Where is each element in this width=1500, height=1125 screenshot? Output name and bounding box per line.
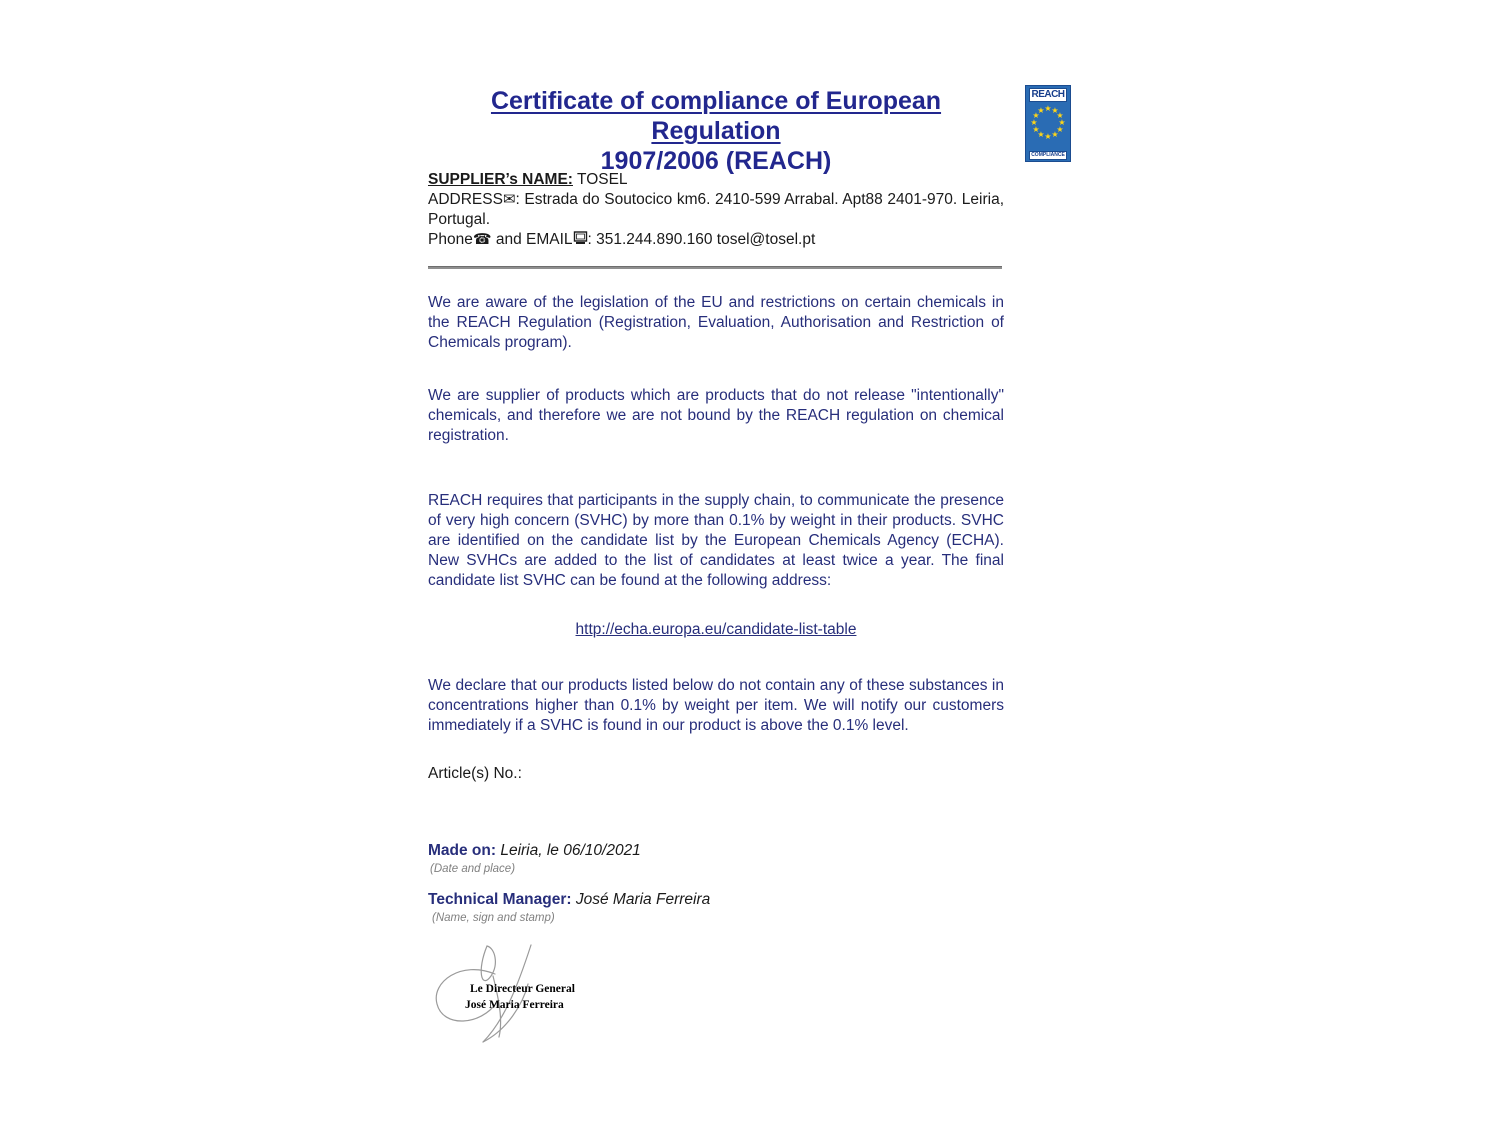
technical-manager-value: José Maria Ferreira xyxy=(571,891,711,908)
section-divider xyxy=(428,266,1002,269)
svg-text:★: ★ xyxy=(1032,111,1040,120)
certificate-title xyxy=(428,86,1004,176)
title-line-2: 1907/2006 (REACH) xyxy=(600,147,832,175)
signature-icon xyxy=(423,942,603,1067)
svg-text:★: ★ xyxy=(1044,104,1052,113)
technical-manager-label: Technical Manager: xyxy=(428,891,572,908)
technical-manager-line xyxy=(428,890,1004,910)
made-on-value: Leiria, le 06/10/2021 xyxy=(496,842,641,859)
supplier-name-label: SUPPLIER’s NAME: xyxy=(428,171,573,188)
eu-stars-icon xyxy=(1025,103,1071,149)
paragraph-declaration: We declare that our products listed below do not contain any of these substances in concentrations higher than 0.1% by weight per item. We will notify our customers immediately if a SVHC is found in our product is above the 0.1% level. xyxy=(428,677,1004,734)
phone-icon: ☎ xyxy=(472,231,492,248)
supplier-name-value: TOSEL xyxy=(572,171,628,188)
name-sign-stamp-note: (Name, sign and stamp) xyxy=(432,912,555,924)
svg-text:★: ★ xyxy=(1037,130,1045,139)
paragraph-supplier-statement: We are supplier of products which are products that do not release "intentionally" chemicals, and therefore we are not bound by the REACH regulation on chemical registration. xyxy=(428,387,1004,444)
made-on-label: Made on: xyxy=(428,842,497,859)
email-label: and EMAIL xyxy=(491,231,573,248)
stamp-name-text: José Maria Ferreira xyxy=(465,999,564,1011)
candidate-list-link-line xyxy=(428,620,1004,640)
supplier-address-line xyxy=(428,190,1004,230)
paragraph-awareness: We are aware of the legislation of the EU and restrictions on certain chemicals in the REACH Regulation (Registration, Evaluation, Authorisation and Restriction of Chemicals program). xyxy=(428,294,1004,351)
title-line-1: Certificate of compliance of European Regulation xyxy=(490,87,942,145)
stamp-title-text: Le Directeur General xyxy=(470,983,575,995)
svg-text:★: ★ xyxy=(1044,132,1052,141)
made-on-line xyxy=(428,841,1004,861)
address-value: : Estrada do Soutocico km6. 2410-599 Arrabal. Apt88 2401-970. Leiria, Portugal. xyxy=(428,191,1004,228)
candidate-list-link[interactable]: http://echa.europa.eu/candidate-list-table xyxy=(575,621,857,638)
compliance-label: COMPLIANCE xyxy=(1031,151,1065,158)
svg-text:★: ★ xyxy=(1051,130,1059,139)
envelope-icon: ✉ xyxy=(502,191,516,208)
supplier-name-line xyxy=(428,170,1004,190)
articles-number-label: Article(s) No.: xyxy=(428,765,522,782)
svg-text:★: ★ xyxy=(1056,111,1064,120)
paragraph-reach-requirements: REACH requires that participants in the supply chain, to communicate the presence of very high concern (SVHC) by more than 0.1% by weight in their products. SVHC are identified on the candidate list by the European Chemicals Agency (ECHA). New SVHCs are added to the list of candidates at least twice a year. The final candidate list SVHC can be found at the following address: xyxy=(428,492,1004,589)
svg-text:★: ★ xyxy=(1058,118,1066,127)
date-place-note: (Date and place) xyxy=(430,863,516,875)
contact-value: : 351.244.890.160 tosel@tosel.pt xyxy=(587,231,816,248)
computer-icon xyxy=(573,231,588,245)
svg-text:★: ★ xyxy=(1030,118,1038,127)
reach-logo-label: REACH xyxy=(1031,88,1065,100)
signature-area xyxy=(423,942,603,1067)
svg-text:★: ★ xyxy=(1037,106,1045,115)
supplier-contact-line xyxy=(428,230,1004,250)
svg-text:★: ★ xyxy=(1032,125,1040,134)
address-label: ADDRESS xyxy=(428,191,503,208)
phone-label: Phone xyxy=(428,231,473,248)
supplier-block xyxy=(428,170,1004,250)
svg-text:★: ★ xyxy=(1056,125,1064,134)
svg-text:★: ★ xyxy=(1051,106,1059,115)
reach-compliance-logo xyxy=(1025,85,1071,162)
